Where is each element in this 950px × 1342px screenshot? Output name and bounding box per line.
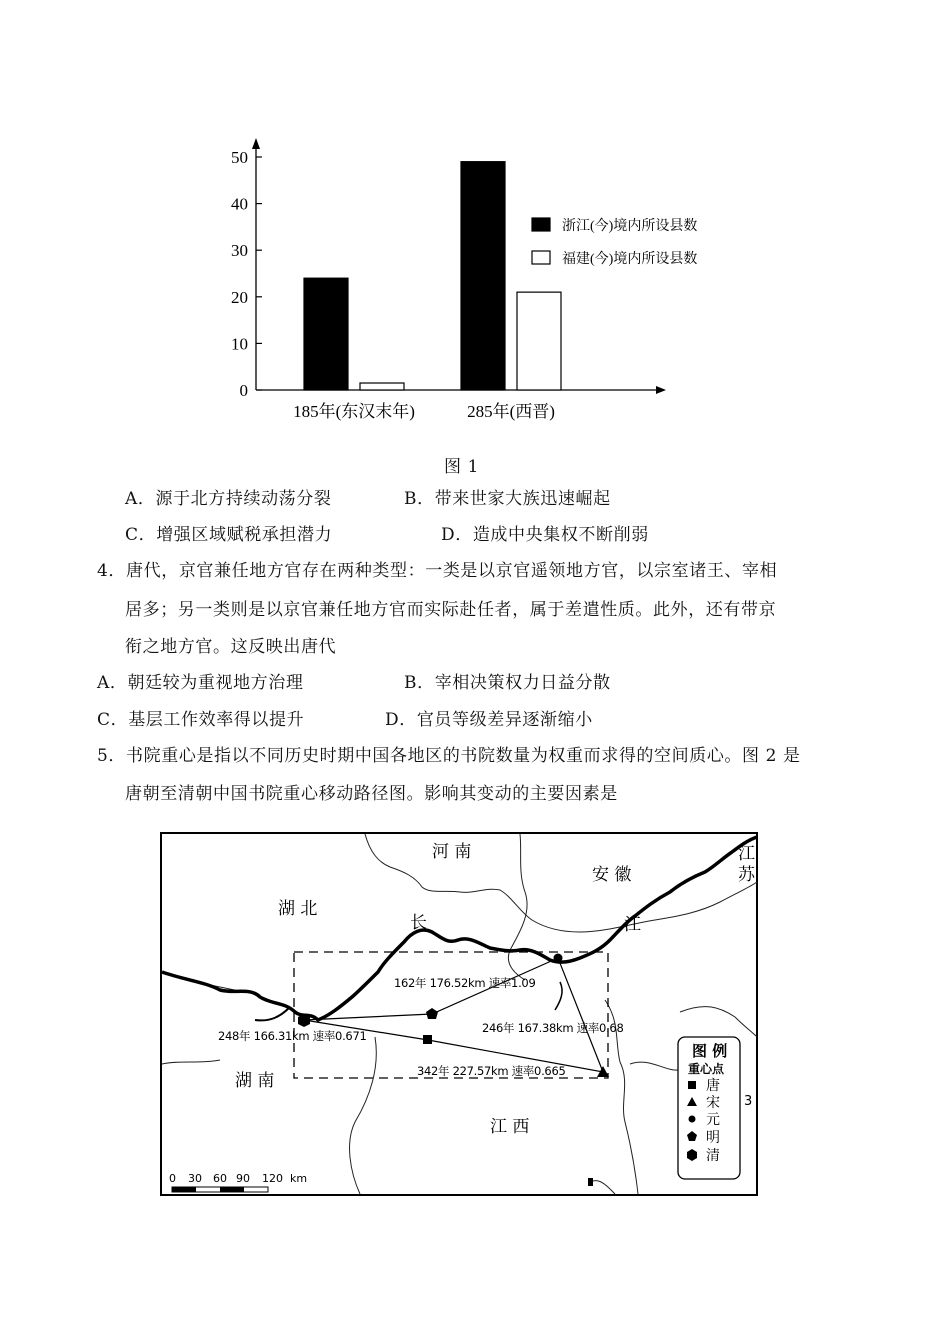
legend-qing: 清 <box>706 1148 720 1164</box>
yuan-center-point <box>554 954 563 963</box>
legend-swatch-0 <box>532 218 550 231</box>
legend-title: 图 例 <box>692 1042 728 1060</box>
legend-subtitle: 重心点 <box>688 1062 725 1076</box>
chart-svg <box>200 130 760 435</box>
scale-30: 30 <box>188 1172 202 1185</box>
corner-mark: 3 <box>744 1094 753 1109</box>
y-tick-label: 20 <box>231 287 248 307</box>
label-chang: 长 <box>410 913 427 933</box>
scale-60: 60 <box>213 1172 227 1185</box>
y-tick-label: 40 <box>231 194 248 214</box>
scale-0: 0 <box>169 1172 176 1185</box>
segment-label-342: 342年 227.57km 速率0.665 <box>417 1064 566 1078</box>
y-tick-label: 10 <box>231 334 248 354</box>
legend-yuan: 元 <box>706 1112 720 1128</box>
q5-stem-line-1: 5．书院重心是指以不同历史时期中国各地区的书院数量为权重而求得的空间质心。图 2 是 <box>97 746 801 766</box>
label-anhui: 安 徽 <box>592 865 632 885</box>
q3-option-c[interactable]: C．增强区域赋税承担潜力 <box>125 525 333 545</box>
map-svg <box>160 832 760 1197</box>
x-tick-label: 185年(东汉末年) <box>293 402 415 421</box>
y-tick-label: 30 <box>231 241 248 261</box>
legend-ming: 明 <box>706 1130 720 1146</box>
legend-swatch-1 <box>532 251 550 264</box>
q4-stem-line-1: 4．唐代，京官兼任地方官存在两种类型：一类是以京官遥领地方官，以宗室诸王、宰相 <box>97 561 778 581</box>
scale-120: 120 <box>262 1172 283 1185</box>
map-frame <box>161 833 757 1195</box>
q3-option-b[interactable]: B．带来世家大族迅速崛起 <box>404 489 611 509</box>
x-tick-label: 285年(西晋) <box>467 402 555 421</box>
scale-90: 90 <box>236 1172 250 1185</box>
segment-label-162: 162年 176.52km 速率1.09 <box>394 976 536 990</box>
legend-yuan-icon <box>689 1116 696 1123</box>
y-tick-label: 0 <box>239 381 248 400</box>
figure-2-map <box>160 832 760 1197</box>
bar-fujian-0 <box>360 383 404 390</box>
q4-stem-line-3: 衔之地方官。这反映出唐代 <box>125 637 337 657</box>
segment-label-248: 248年 166.31km 速率0.671 <box>218 1029 367 1043</box>
y-axis-arrow <box>252 138 260 149</box>
legend-tang-icon <box>688 1081 696 1089</box>
scale-unit: km <box>290 1172 308 1185</box>
q3-option-a[interactable]: A．源于北方持续动荡分裂 <box>125 489 332 509</box>
q4-option-d[interactable]: D．官员等级差异逐渐缩小 <box>385 710 593 730</box>
segment-label-246: 246年 167.38km 速率0.68 <box>482 1021 624 1035</box>
tang-center-point <box>423 1035 432 1044</box>
bar-zhejiang-1 <box>461 162 505 390</box>
bar-zhejiang-0 <box>304 278 348 390</box>
q5-stem-line-2: 唐朝至清朝中国书院重心移动路径图。影响其变动的主要因素是 <box>125 784 618 804</box>
legend-label-0: 浙江(今)境内所设县数 <box>562 219 698 234</box>
legend-song: 宋 <box>706 1095 720 1111</box>
label-henan: 河 南 <box>432 842 472 862</box>
map-legend <box>678 1037 740 1179</box>
bar-fujian-1 <box>517 292 561 390</box>
label-jiangsu-2: 苏 <box>738 865 755 885</box>
label-jiang: 江 <box>624 915 641 935</box>
label-jiangxi: 江 西 <box>490 1117 530 1137</box>
x-axis-arrow <box>656 386 666 394</box>
q3-option-d[interactable]: D．造成中央集权不断削弱 <box>441 525 649 545</box>
label-jiangsu-1: 江 <box>738 844 755 864</box>
label-hubei: 湖 北 <box>278 899 318 919</box>
map-marker <box>588 1178 593 1186</box>
q4-option-c[interactable]: C．基层工作效率得以提升 <box>97 710 305 730</box>
figure-1-caption: 图 1 <box>444 457 480 477</box>
label-hunan: 湖 南 <box>235 1071 275 1091</box>
figure-1-bar-chart <box>200 130 760 435</box>
q4-option-a[interactable]: A．朝廷较为重视地方治理 <box>97 673 304 693</box>
legend-tang: 唐 <box>706 1078 720 1094</box>
q4-stem-line-2: 居多；另一类则是以京官兼任地方官而实际赴任者，属于差遣性质。此外，还有带京 <box>125 600 777 620</box>
legend-label-1: 福建(今)境内所设县数 <box>562 252 698 267</box>
q4-option-b[interactable]: B．宰相决策权力日益分散 <box>404 673 611 693</box>
y-tick-label: 50 <box>231 148 248 167</box>
